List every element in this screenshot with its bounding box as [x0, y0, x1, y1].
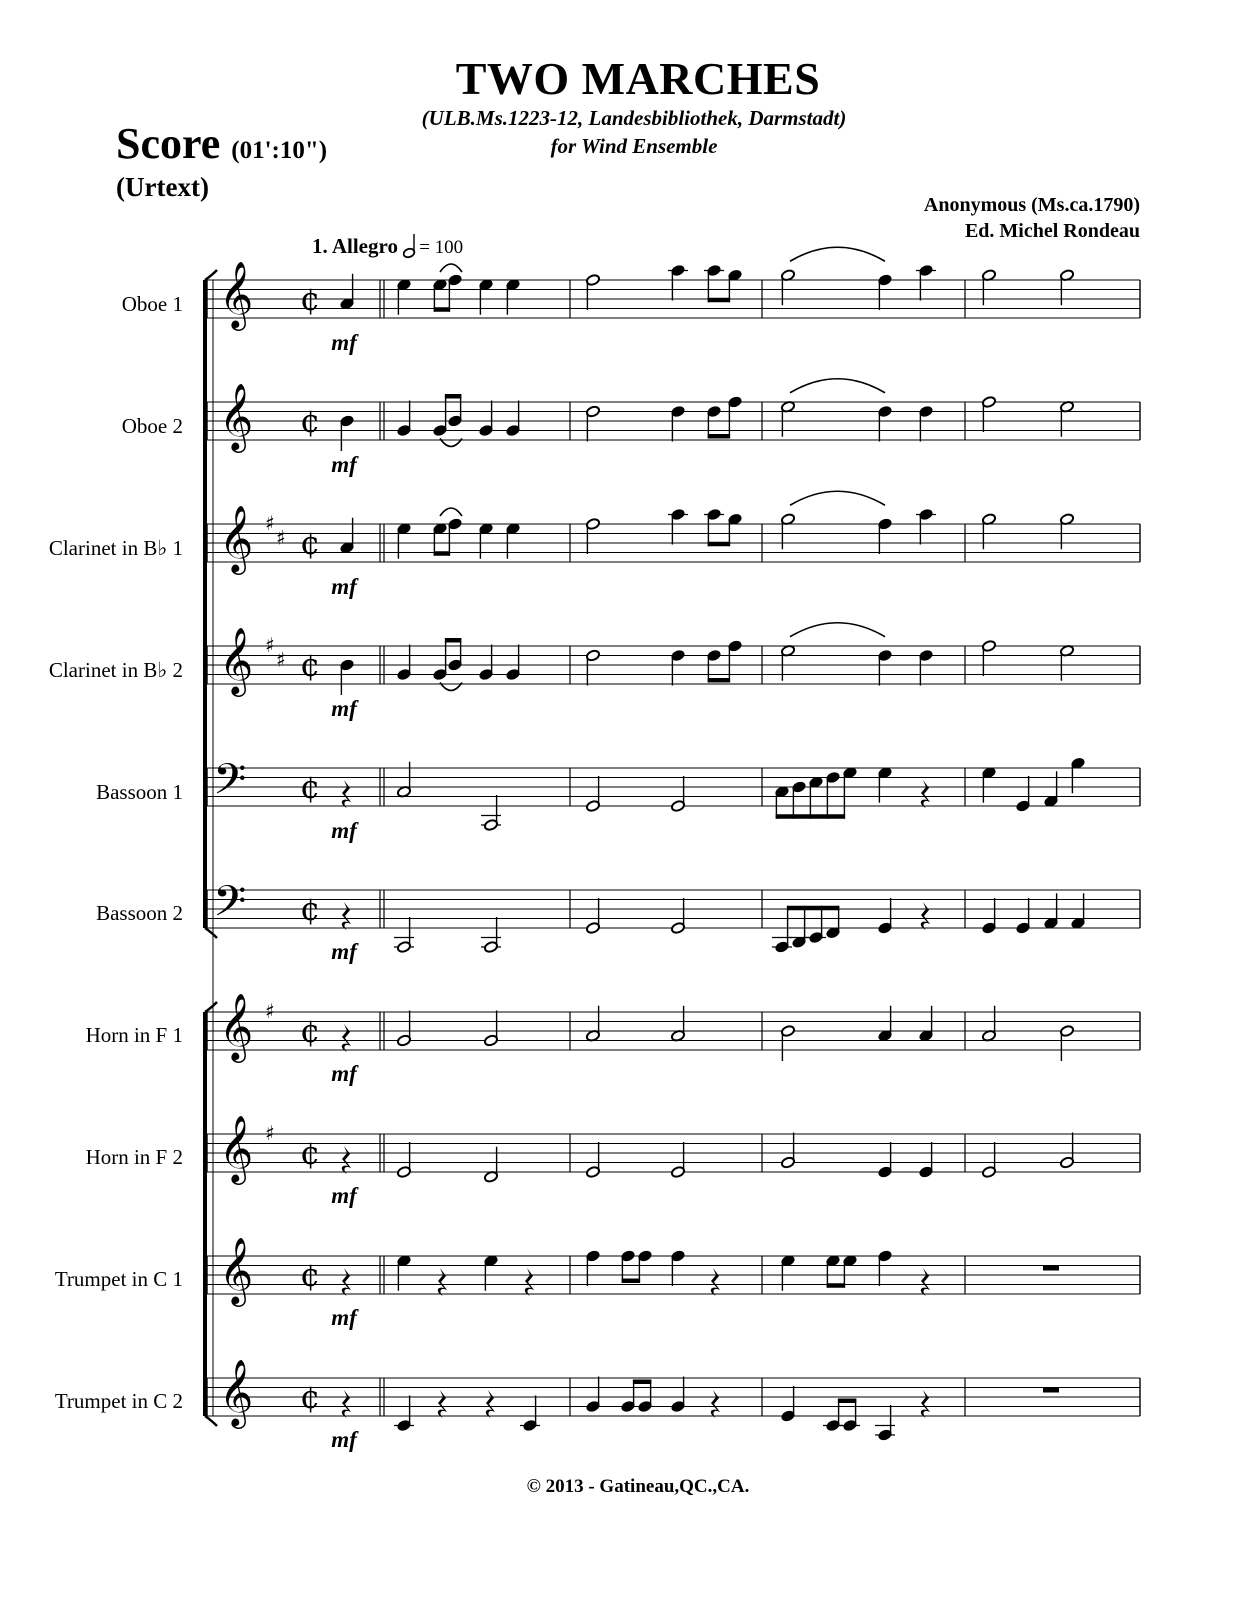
quarter-rest [342, 1268, 351, 1296]
beam [708, 298, 730, 303]
instrument-label: Oboe 2 [121, 414, 183, 438]
beam [708, 434, 730, 439]
quarter-rest [525, 1268, 534, 1296]
quarter-rest [921, 1268, 930, 1296]
dynamic-marking: mf [331, 330, 357, 355]
beam [633, 1380, 651, 1385]
slur [790, 491, 885, 505]
treble-clef-icon: 𝄞 [219, 626, 254, 694]
dynamic-marking: mf [331, 1061, 357, 1086]
beam [776, 814, 845, 819]
beam [827, 1283, 845, 1288]
quarter-rest [711, 1268, 720, 1296]
dynamic-marking: mf [331, 452, 357, 477]
cut-time-icon: ¢ [300, 1134, 321, 1172]
dynamic-marking: mf [331, 1183, 357, 1208]
cut-time-icon: ¢ [300, 1012, 321, 1050]
whole-rest [1043, 1266, 1059, 1271]
beam [622, 1279, 640, 1284]
instrument-label: Trumpet in C 1 [54, 1267, 183, 1291]
beam [445, 394, 461, 399]
copyright: © 2013 - Gatineau,QC.,CA. [526, 1476, 750, 1497]
beam [838, 1399, 856, 1404]
manuscript-source: (ULB.Ms.1223-12, Landesbibliothek, Darmstadt) [421, 106, 847, 130]
quarter-rest [438, 1268, 447, 1296]
sharp-icon: ♯ [276, 647, 286, 672]
quarter-rest [342, 902, 351, 930]
sharp-icon: ♯ [276, 525, 286, 550]
quarter-rest [342, 780, 351, 808]
bracket-hook [205, 1002, 217, 1012]
cut-time-icon: ¢ [300, 646, 321, 684]
whole-rest [1043, 1388, 1059, 1393]
beam [434, 307, 450, 312]
dynamic-marking: mf [331, 574, 357, 599]
tempo-text: 1. Allegro [312, 234, 398, 258]
quarter-rest [486, 1390, 495, 1418]
bracket-hook [205, 1416, 217, 1426]
score-title: TWO MARCHES [455, 53, 821, 104]
instrument-label: Clarinet in B♭ 2 [48, 658, 183, 682]
treble-clef-icon: 𝄞 [219, 1114, 254, 1182]
slur [440, 264, 462, 272]
instrument-label: Horn in F 1 [85, 1023, 183, 1047]
ensemble-line: for Wind Ensemble [550, 134, 718, 158]
bass-clef-icon: 𝄢 [213, 755, 247, 815]
cut-time-icon: ¢ [300, 524, 321, 562]
quarter-rest [921, 1390, 930, 1418]
treble-clef-icon: 𝄞 [219, 260, 254, 328]
composer: Anonymous (Ms.ca.1790) [923, 194, 1140, 216]
beam [445, 638, 461, 643]
treble-clef-icon: 𝄞 [219, 504, 254, 572]
quarter-rest [342, 1390, 351, 1418]
quarter-rest [711, 1390, 720, 1418]
beam [708, 678, 730, 683]
editor: Ed. Michel Rondeau [964, 220, 1140, 242]
beam [708, 542, 730, 547]
instrument-label: Bassoon 1 [96, 780, 183, 804]
bass-clef-icon: 𝄢 [213, 877, 247, 937]
duration: (01':10") [231, 137, 328, 164]
dynamic-marking: mf [331, 939, 357, 964]
treble-clef-icon: 𝄞 [219, 1236, 254, 1304]
bracket-hook [205, 270, 217, 280]
slur [790, 247, 885, 261]
instrument-label: Horn in F 2 [85, 1145, 183, 1169]
quarter-rest [342, 1146, 351, 1174]
treble-clef-icon: 𝄞 [219, 1358, 254, 1426]
cut-time-icon: ¢ [300, 768, 321, 806]
treble-clef-icon: 𝄞 [219, 992, 254, 1060]
quarter-rest [438, 1390, 447, 1418]
cut-time-icon: ¢ [300, 402, 321, 440]
dynamic-marking: mf [331, 1305, 357, 1330]
treble-clef-icon: 𝄞 [219, 382, 254, 450]
slur [440, 508, 462, 516]
quarter-rest [342, 1024, 351, 1052]
sharp-icon: ♯ [265, 633, 275, 657]
instrument-label: Oboe 1 [121, 292, 183, 316]
beam [787, 906, 839, 911]
cut-time-icon: ¢ [300, 890, 321, 928]
quarter-rest [921, 902, 930, 930]
edition-type: (Urtext) [116, 172, 209, 202]
dynamic-marking: mf [331, 1427, 357, 1452]
beam [434, 551, 450, 556]
tempo-bpm: = 100 [419, 237, 464, 258]
cut-time-icon: ¢ [300, 280, 321, 318]
sharp-icon: ♯ [265, 511, 275, 535]
cut-time-icon: ¢ [300, 1256, 321, 1294]
quarter-rest [921, 780, 930, 808]
sharp-icon: ♯ [265, 1121, 275, 1145]
slur [790, 379, 885, 393]
sharp-icon: ♯ [265, 999, 275, 1023]
cut-time-icon: ¢ [300, 1378, 321, 1416]
dynamic-marking: mf [331, 818, 357, 843]
slur [790, 623, 885, 637]
instrument-label: Trumpet in C 2 [54, 1389, 183, 1413]
score-word: Score [116, 119, 221, 168]
instrument-label: Bassoon 2 [96, 901, 183, 925]
instrument-label: Clarinet in B♭ 1 [48, 536, 183, 560]
dynamic-marking: mf [331, 696, 357, 721]
